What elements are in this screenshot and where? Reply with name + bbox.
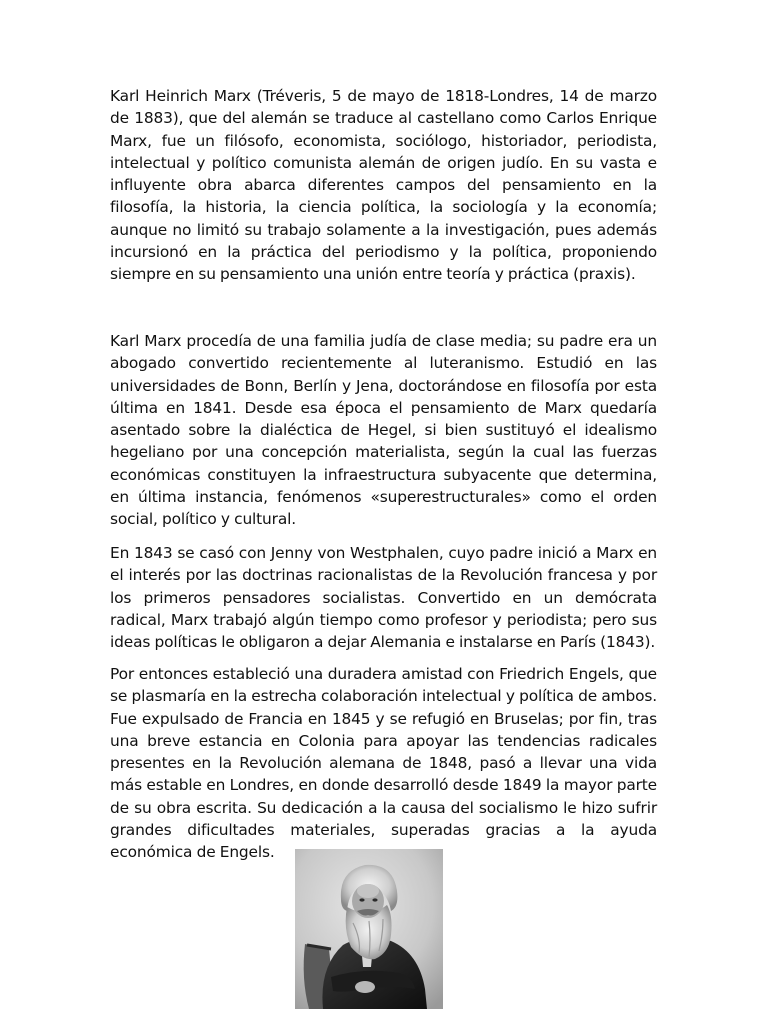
paragraph-intro: Karl Heinrich Marx (Tréveris, 5 de mayo de 1818-Londres, 14 de marzo de 1883), que del alemán se traduce al castellano como Carlos Enrique Marx, fue un filósofo, economista, sociólogo, historiador, periodista, intelectual y político comunista alemán de origen judío. En su vasta e influyente obra abarca diferentes campos del pensamiento en la filosofía, la historia, la ciencia política, la sociología y la economía; aunque no limitó su trabajo solamente a la investigación, pues además incursionó en la práctica del periodismo y la política, proponiendo siempre en su pensamiento una unión entre teoría y práctica (praxis). xyxy=(110,87,657,284)
paragraph-marriage: En 1843 se casó con Jenny von Westphalen, cuyo padre inició a Marx en el interés por las doctrinas racionalistas de la Revolución francesa y por los primeros pensadores socialistas. Convertido en un demócrata radical, Marx trabajó algún tiempo como profesor y periodista; pero sus ideas políticas le obligaron a dejar Alemania e instalarse en París (1843). xyxy=(110,544,657,652)
paragraph-family-education: Karl Marx procedía de una familia judía de clase media; su padre era un abogado convertido recientemente al luteranismo. Estudió en las universidades de Bonn, Berlín y Jena, doctorándose en filosofía por esta última en 1841. Desde esa época el pensamiento de Marx quedaría asentado sobre la dialéctica de Hegel, si bien sustituyó el idealismo hegeliano por una concepción materialista, según la cual las fuerzas económicas constituyen la infraestructura subyacente que determina, en última instancia, fenómenos «superestructurales» como el orden social, político y cultural. xyxy=(110,332,657,529)
portrait-photo xyxy=(295,849,443,1009)
paragraph-engels-exile: Por entonces estableció una duradera amistad con Friedrich Engels, que se plasmaría en la estrecha colaboración intelectual y política de ambos. Fue expulsado de Francia en 1845 y se refugió en Bruselas; por fin, tras una breve estancia en Colonia para apoyar las tendencias radicales presentes en la Revolución alemana de 1848, pasó a llevar una vida más estable en Londres, en donde desarrolló desde 1849 la mayor parte de su obra escrita. Su dedicación a la causa del socialismo le hizo sufrir grandes dificultades materiales, superadas gracias a la ayuda económica de Engels. xyxy=(110,665,657,862)
portrait-photo-icon xyxy=(295,849,443,1009)
